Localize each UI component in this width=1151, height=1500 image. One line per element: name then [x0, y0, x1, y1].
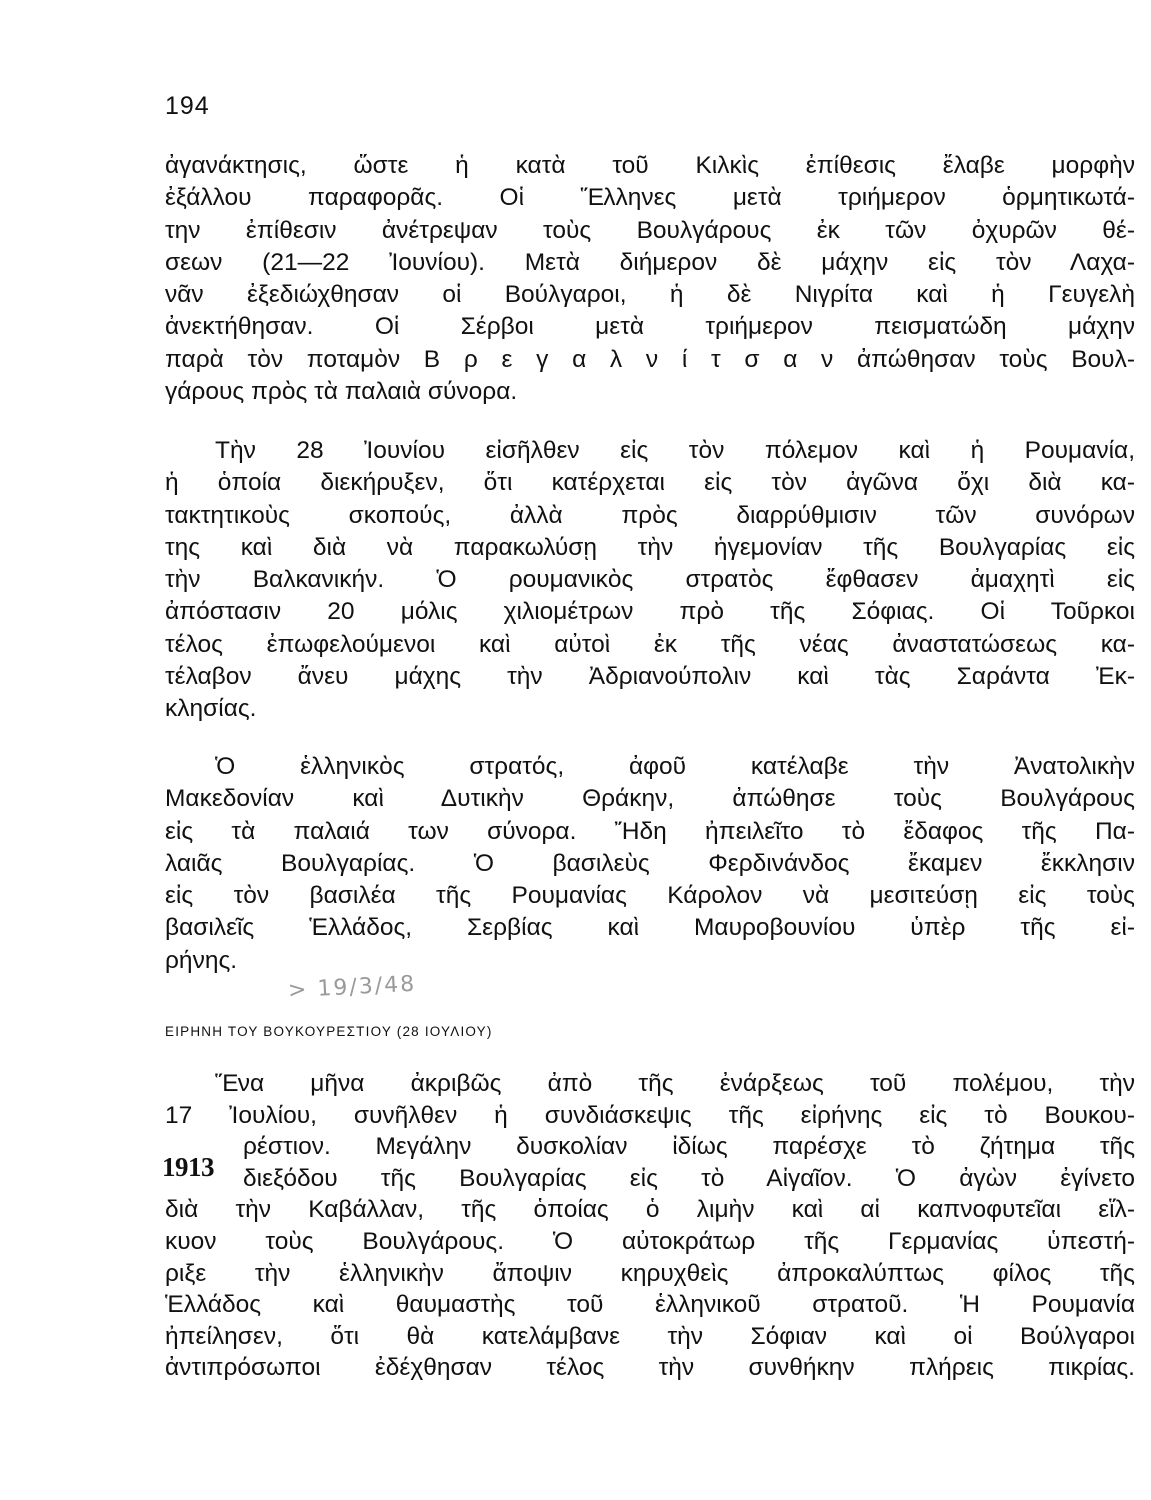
text-line: σεων (21—22 Ἰουνίου). Μετὰ διήμερον δὲ μάχην εἰς τὸν Λαχα-: [165, 248, 1135, 276]
text-line: διεξόδου τῆς Βουλγαρίας εἰς τὸ Αἰγαῖον. Ὁ ἀγὼν ἐγίνετο: [243, 1164, 1135, 1192]
text-line: τέλος ἐπωφελούμενοι καὶ αὐτοὶ ἐκ τῆς νέας ἀναστατώσεως κα-: [165, 630, 1135, 658]
text-line: Ἑλλάδος καὶ θαυμαστὴς τοῦ ἑλληνικοῦ στρατοῦ. Ἡ Ρουμανία: [165, 1291, 1135, 1319]
text-line: Ἕνα μῆνα ἀκριβῶς ἀπὸ τῆς ἐνάρξεως τοῦ πολέμου, τὴν: [215, 1070, 1135, 1097]
text-line: κυον τοὺς Βουλγάρους. Ὁ αὐτοκράτωρ τῆς Γερμανίας ὑπεστή-: [165, 1227, 1135, 1255]
text-line: Μακεδονίαν καὶ Δυτικὴν Θράκην, ἀπώθησε τοὺς Βουλγάρους: [165, 785, 1135, 813]
paragraph-1: [165, 150, 1135, 408]
text-line: ἀνεκτήθησαν. Οἱ Σέρβοι μετὰ τριήμερον πεισματώδη μάχην: [165, 313, 1135, 341]
side-year: 1913: [162, 1152, 214, 1182]
text-line: εἰς τὰ παλαιά των σύνορα. Ἤδη ἠπειλεῖτο τὸ ἔδαφος τῆς Πα-: [165, 817, 1135, 845]
text-line: ριξε τὴν ἑλληνικὴν ἄποψιν κηρυχθεὶς ἀπροκαλύπτως φίλος τῆς: [165, 1259, 1135, 1287]
text-line: ρήνης.: [165, 946, 238, 974]
text-line: ρέστιον. Μεγάλην δυσκολίαν ἰδίως παρέσχε τὸ ζήτημα τῆς: [243, 1133, 1135, 1161]
text-line: την ἐπίθεσιν ἀνέτρεψαν τοὺς Βουλγάρους ἐκ τῶν ὀχυρῶν θέ-: [165, 216, 1135, 244]
text-line: ἀντιπρόσωποι ἐδέχθησαν τέλος τὴν συνθήκην πλήρεις πικρίας.: [165, 1354, 1135, 1382]
page-number: 194: [165, 92, 210, 120]
text-line: τέλαβον ἄνευ μάχης τὴν Ἀδριανούπολιν καὶ τὰς Σαράντα Ἐκ-: [165, 663, 1135, 691]
text-line: ἀπόστασιν 20 μόλις χιλιομέτρων πρὸ τῆς Σόφιας. Οἱ Τοῦρκοι: [165, 598, 1135, 626]
paragraph-3: [165, 751, 1135, 977]
text-line: γάρους πρὸς τὰ παλαιὰ σύνορα.: [165, 378, 518, 406]
paragraph-2: [165, 435, 1135, 726]
text-line: 17 Ἰουλίου, συνῆλθεν ἡ συνδιάσκεψις τῆς εἰρήνης εἰς τὸ Βουκου-: [165, 1101, 1135, 1129]
handwritten-note: > 19/3/48: [287, 971, 417, 1004]
text-line: ἀγανάκτησις, ὥστε ἡ κατὰ τοῦ Κιλκὶς ἐπίθεσις ἔλαβε μορφὴν: [165, 152, 1135, 179]
text-line: Τὴν 28 Ἰουνίου εἰσῆλθεν εἰς τὸν πόλεμον καὶ ἡ Ρουμανία,: [215, 437, 1135, 464]
text-line: της καὶ διὰ νὰ παρακωλύσῃ τὴν ἡγεμονίαν τῆς Βουλγαρίας εἰς: [165, 533, 1135, 561]
text-line: παρὰ τὸν ποταμὸν Β ρ ε γ α λ ν ί τ σ α ν ἀπώθησαν τοὺς Βουλ-: [165, 345, 1135, 373]
text-line: τακτητικοὺς σκοπούς, ἀλλὰ πρὸς διαρρύθμισιν τῶν συνόρων: [165, 501, 1135, 529]
text-line: εἰς τὸν βασιλέα τῆς Ρουμανίας Κάρολον νὰ μεσιτεύσῃ εἰς τοὺς: [165, 882, 1135, 910]
text-line: κλησίας.: [165, 695, 257, 723]
text-line: ἐξάλλου παραφορᾶς. Οἱ Ἕλληνες μετὰ τριήμερον ὁρμητικωτά-: [165, 184, 1135, 212]
text-line: Ὁ ἑλληνικὸς στρατός, ἀφοῦ κατέλαβε τὴν Ἀνατολικὴν: [215, 753, 1135, 780]
section-heading: ΕΙΡΗΝΗ ΤΟΥ ΒΟΥΚΟΥΡΕΣΤΙΟΥ (28 ΙΟΥΛΙΟΥ): [165, 1024, 493, 1039]
text-line: ἠπείλησεν, ὅτι θὰ κατελάμβανε τὴν Σόφιαν καὶ οἱ Βούλγαροι: [165, 1322, 1135, 1350]
text-line: τὴν Βαλκανικήν. Ὁ ρουμανικὸς στρατὸς ἔφθασεν ἀμαχητὶ εἰς: [165, 566, 1135, 594]
text-line: βασιλεῖς Ἑλλάδος, Σερβίας καὶ Μαυροβουνίου ὑπὲρ τῆς εἰ-: [165, 914, 1135, 942]
text-line: νᾶν ἐξεδιώχθησαν οἱ Βούλγαροι, ἡ δὲ Νιγρίτα καὶ ἡ Γευγελὴ: [165, 281, 1135, 309]
text-line: λαιᾶς Βουλγαρίας. Ὁ βασιλεὺς Φερδινάνδος ἔκαμεν ἔκκλησιν: [165, 849, 1135, 877]
text-line: ἡ ὁποία διεκήρυξεν, ὅτι κατέρχεται εἰς τὸν ἀγῶνα ὄχι διὰ κα-: [165, 469, 1135, 497]
text-line: διὰ τὴν Καβάλλαν, τῆς ὁποίας ὁ λιμὴν καὶ αἱ καπνοφυτεῖαι εἵλ-: [165, 1196, 1135, 1224]
paragraph-4: [165, 1068, 1135, 1384]
